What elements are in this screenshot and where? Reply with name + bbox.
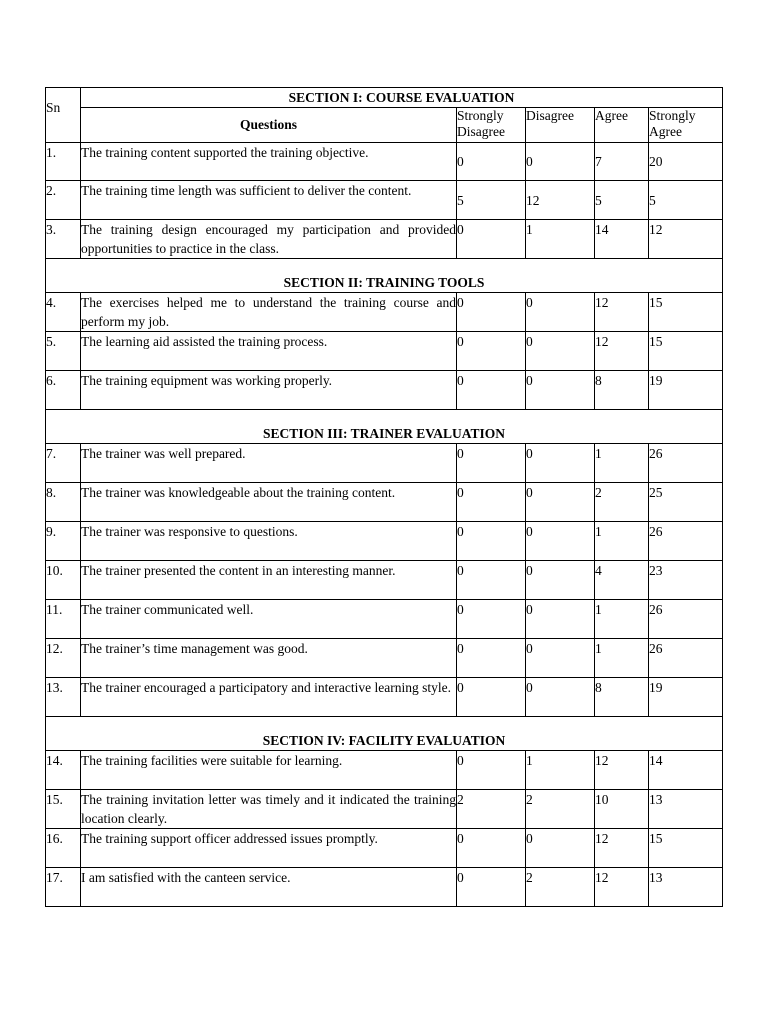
table-row <box>46 561 723 600</box>
response-count-0: 0 <box>457 678 526 717</box>
response-count-1: 0 <box>526 143 595 181</box>
table-row <box>46 181 723 220</box>
response-count-3: 5 <box>649 181 723 220</box>
response-count-0: 0 <box>457 561 526 600</box>
question-text: The training support officer addressed issues promptly. <box>81 829 457 868</box>
response-count-0: 0 <box>457 483 526 522</box>
response-count-3: 13 <box>649 868 723 907</box>
response-count-3: 15 <box>649 829 723 868</box>
row-number: 13. <box>46 678 81 717</box>
response-count-2: 12 <box>595 868 649 907</box>
response-count-1: 0 <box>526 639 595 678</box>
response-count-2: 7 <box>595 143 649 181</box>
response-count-3: 26 <box>649 444 723 483</box>
question-text: The training content supported the training objective. <box>81 143 457 181</box>
response-count-0: 0 <box>457 522 526 561</box>
response-count-1: 1 <box>526 751 595 790</box>
response-count-1: 0 <box>526 444 595 483</box>
response-count-2: 12 <box>595 293 649 332</box>
response-count-2: 5 <box>595 181 649 220</box>
question-text: The trainer communicated well. <box>81 600 457 639</box>
row-number: 8. <box>46 483 81 522</box>
response-count-0: 0 <box>457 371 526 410</box>
response-count-1: 0 <box>526 522 595 561</box>
column-header-2: Agree <box>595 108 649 143</box>
response-count-1: 0 <box>526 293 595 332</box>
table-row <box>46 790 723 829</box>
row-number: 15. <box>46 790 81 829</box>
section-row <box>46 717 723 751</box>
row-number: 1. <box>46 143 81 181</box>
row-number: 17. <box>46 868 81 907</box>
question-text: The trainer was knowledgeable about the training content. <box>81 483 457 522</box>
table-row <box>46 293 723 332</box>
response-count-3: 23 <box>649 561 723 600</box>
response-count-2: 10 <box>595 790 649 829</box>
row-number: 16. <box>46 829 81 868</box>
response-count-1: 0 <box>526 678 595 717</box>
response-count-3: 19 <box>649 371 723 410</box>
table-row <box>46 678 723 717</box>
column-header-0: Strongly Disagree <box>457 108 526 143</box>
response-count-0: 0 <box>457 293 526 332</box>
response-count-3: 14 <box>649 751 723 790</box>
row-number: 3. <box>46 220 81 259</box>
response-count-2: 4 <box>595 561 649 600</box>
row-number: 10. <box>46 561 81 600</box>
table-row <box>46 868 723 907</box>
response-count-1: 0 <box>526 332 595 371</box>
table-row <box>46 639 723 678</box>
response-count-0: 2 <box>457 790 526 829</box>
table-row <box>46 522 723 561</box>
response-count-0: 0 <box>457 751 526 790</box>
response-count-3: 26 <box>649 600 723 639</box>
sn-header: Sn <box>46 88 81 143</box>
response-count-2: 12 <box>595 829 649 868</box>
response-count-1: 0 <box>526 600 595 639</box>
response-count-0: 0 <box>457 143 526 181</box>
response-count-0: 0 <box>457 639 526 678</box>
response-count-1: 0 <box>526 483 595 522</box>
response-count-2: 1 <box>595 522 649 561</box>
question-text: The trainer was responsive to questions. <box>81 522 457 561</box>
response-count-1: 1 <box>526 220 595 259</box>
response-count-2: 2 <box>595 483 649 522</box>
response-count-1: 0 <box>526 561 595 600</box>
response-count-1: 0 <box>526 829 595 868</box>
section-title: SECTION I: COURSE EVALUATION <box>81 88 723 108</box>
response-count-3: 15 <box>649 332 723 371</box>
table-row <box>46 143 723 181</box>
response-count-3: 12 <box>649 220 723 259</box>
question-text: The exercises helped me to understand the training course and perform my job. <box>81 293 457 332</box>
response-count-1: 2 <box>526 790 595 829</box>
table-row <box>46 600 723 639</box>
response-count-2: 12 <box>595 751 649 790</box>
response-count-2: 14 <box>595 220 649 259</box>
response-count-3: 26 <box>649 522 723 561</box>
table-row <box>46 371 723 410</box>
row-number: 6. <box>46 371 81 410</box>
table-row <box>46 829 723 868</box>
table-row <box>46 332 723 371</box>
response-count-0: 5 <box>457 181 526 220</box>
response-count-2: 1 <box>595 444 649 483</box>
response-count-0: 0 <box>457 220 526 259</box>
column-header-1: Disagree <box>526 108 595 143</box>
response-count-0: 0 <box>457 332 526 371</box>
column-header-3: Strongly Agree <box>649 108 723 143</box>
section-title: SECTION IV: FACILITY EVALUATION <box>46 717 723 751</box>
row-number: 12. <box>46 639 81 678</box>
response-count-1: 0 <box>526 371 595 410</box>
response-count-0: 0 <box>457 868 526 907</box>
row-number: 11. <box>46 600 81 639</box>
question-text: The training design encouraged my participation and provided opportunities to practice in the class. <box>81 220 457 259</box>
row-number: 5. <box>46 332 81 371</box>
question-text: The training time length was sufficient to deliver the content. <box>81 181 457 220</box>
question-text: The training equipment was working properly. <box>81 371 457 410</box>
question-text: The trainer’s time management was good. <box>81 639 457 678</box>
column-header-row <box>46 108 723 143</box>
section-row <box>46 410 723 444</box>
response-count-3: 20 <box>649 143 723 181</box>
table-row <box>46 444 723 483</box>
response-count-0: 0 <box>457 600 526 639</box>
question-text: The trainer presented the content in an interesting manner. <box>81 561 457 600</box>
response-count-2: 1 <box>595 639 649 678</box>
response-count-2: 8 <box>595 371 649 410</box>
row-number: 4. <box>46 293 81 332</box>
row-number: 9. <box>46 522 81 561</box>
response-count-3: 19 <box>649 678 723 717</box>
response-count-3: 15 <box>649 293 723 332</box>
row-number: 14. <box>46 751 81 790</box>
response-count-1: 12 <box>526 181 595 220</box>
response-count-3: 13 <box>649 790 723 829</box>
evaluation-table-body <box>46 88 723 907</box>
row-number: 2. <box>46 181 81 220</box>
evaluation-table <box>45 87 723 907</box>
question-text: The training invitation letter was timely and it indicated the training location clearly. <box>81 790 457 829</box>
table-row <box>46 751 723 790</box>
response-count-2: 1 <box>595 600 649 639</box>
section-row <box>46 259 723 293</box>
response-count-0: 0 <box>457 444 526 483</box>
row-number: 7. <box>46 444 81 483</box>
response-count-2: 12 <box>595 332 649 371</box>
question-text: I am satisfied with the canteen service. <box>81 868 457 907</box>
response-count-1: 2 <box>526 868 595 907</box>
response-count-3: 26 <box>649 639 723 678</box>
questions-header: Questions <box>81 108 457 143</box>
question-text: The trainer was well prepared. <box>81 444 457 483</box>
table-row <box>46 483 723 522</box>
response-count-2: 8 <box>595 678 649 717</box>
response-count-3: 25 <box>649 483 723 522</box>
section-title: SECTION III: TRAINER EVALUATION <box>46 410 723 444</box>
header-row <box>46 88 723 108</box>
table-row <box>46 220 723 259</box>
question-text: The training facilities were suitable for learning. <box>81 751 457 790</box>
question-text: The trainer encouraged a participatory and interactive learning style. <box>81 678 457 717</box>
question-text: The learning aid assisted the training process. <box>81 332 457 371</box>
response-count-0: 0 <box>457 829 526 868</box>
section-title: SECTION II: TRAINING TOOLS <box>46 259 723 293</box>
